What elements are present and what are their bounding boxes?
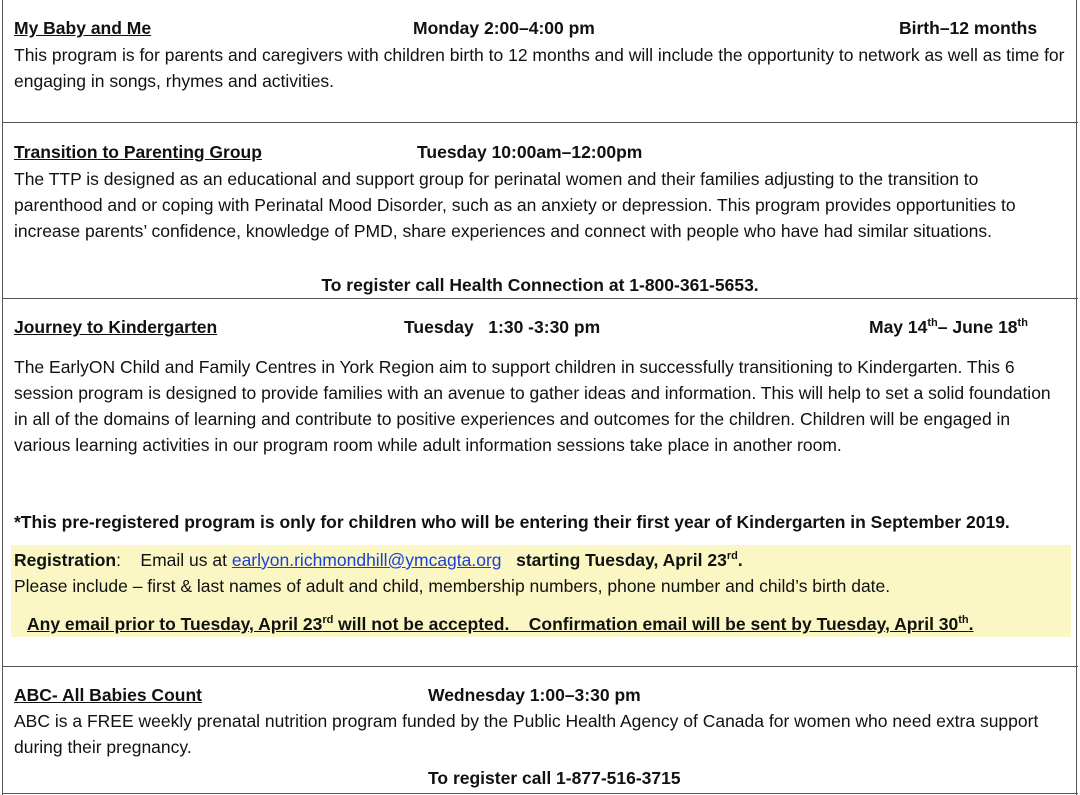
program-title: Journey to Kindergarten: [14, 317, 218, 337]
row-divider: [2, 793, 1078, 794]
program-title: ABC- All Babies Count: [14, 685, 202, 705]
program-time: Tuesday 1:30 -3:30 pm: [404, 317, 601, 337]
program-title: Transition to Parenting Group: [14, 142, 262, 162]
registration-include: Please include – first & last names of adult and child, membership numbers, phone number and child’s birth date.: [14, 576, 891, 596]
program-age: Birth–12 months: [899, 18, 1038, 38]
program-title: My Baby and Me: [14, 18, 152, 38]
email-link[interactable]: earlyon.richmondhill@ymcagta.org: [231, 550, 502, 570]
program-note: *This pre-registered program is only for children who will be entering their first year of Kindergarten in September 2019.: [14, 512, 1010, 532]
program-description: This program is for parents and caregivers with children birth to 12 months and will include the opportunity to network as well as time for engaging in songs, rhymes and activities.: [14, 45, 1065, 91]
registration-line: Registration: Email us at earlyon.richmondhill@ymcagta.org starting Tuesday, April 23rd.: [14, 550, 743, 570]
program-description: The TTP is designed as an educational and support group for perinatal women and their families adjusting to the transition to parenthood and or coping with Perinatal Mood Disorder, such as an anxiety or depression. This program provides opportunities to increase parents’ confidence, knowledge of PMD, share experiences and connect with people who have had similar situations.: [14, 169, 1016, 241]
register-phone: To register call Health Connection at 1-800-361-5653.: [321, 275, 759, 295]
program-time: Wednesday 1:00–3:30 pm: [428, 685, 641, 705]
row-divider: [2, 666, 1078, 667]
program-description: ABC is a FREE weekly prenatal nutrition program funded by the Public Health Agency of Canada for women who need extra support during their pregnancy.: [14, 711, 1039, 757]
row-divider: [2, 122, 1078, 123]
program-time: Tuesday 10:00am–12:00pm: [417, 142, 643, 162]
program-time: Monday 2:00–4:00 pm: [413, 18, 595, 38]
row-divider: [2, 298, 1078, 299]
registration-warning: Any email prior to Tuesday, April 23rd will not be accepted. Confirmation email will be sent by Tuesday, April 30th.: [27, 614, 974, 634]
program-description: The EarlyON Child and Family Centres in York Region aim to support children in successfully transitioning to Kindergarten. This 6 session program is designed to provide families with an avenue to gather ideas and information. This will help to set a solid foundation in all of the domains of learning and contribute to positive experiences and outcomes for the children. Children will be engaged in various learning activities in our program room while adult information sessions take place in another room.: [14, 357, 1051, 455]
register-phone: To register call 1-877-516-3715: [428, 768, 681, 788]
program-dates: May 14th– June 18th: [869, 317, 1028, 337]
